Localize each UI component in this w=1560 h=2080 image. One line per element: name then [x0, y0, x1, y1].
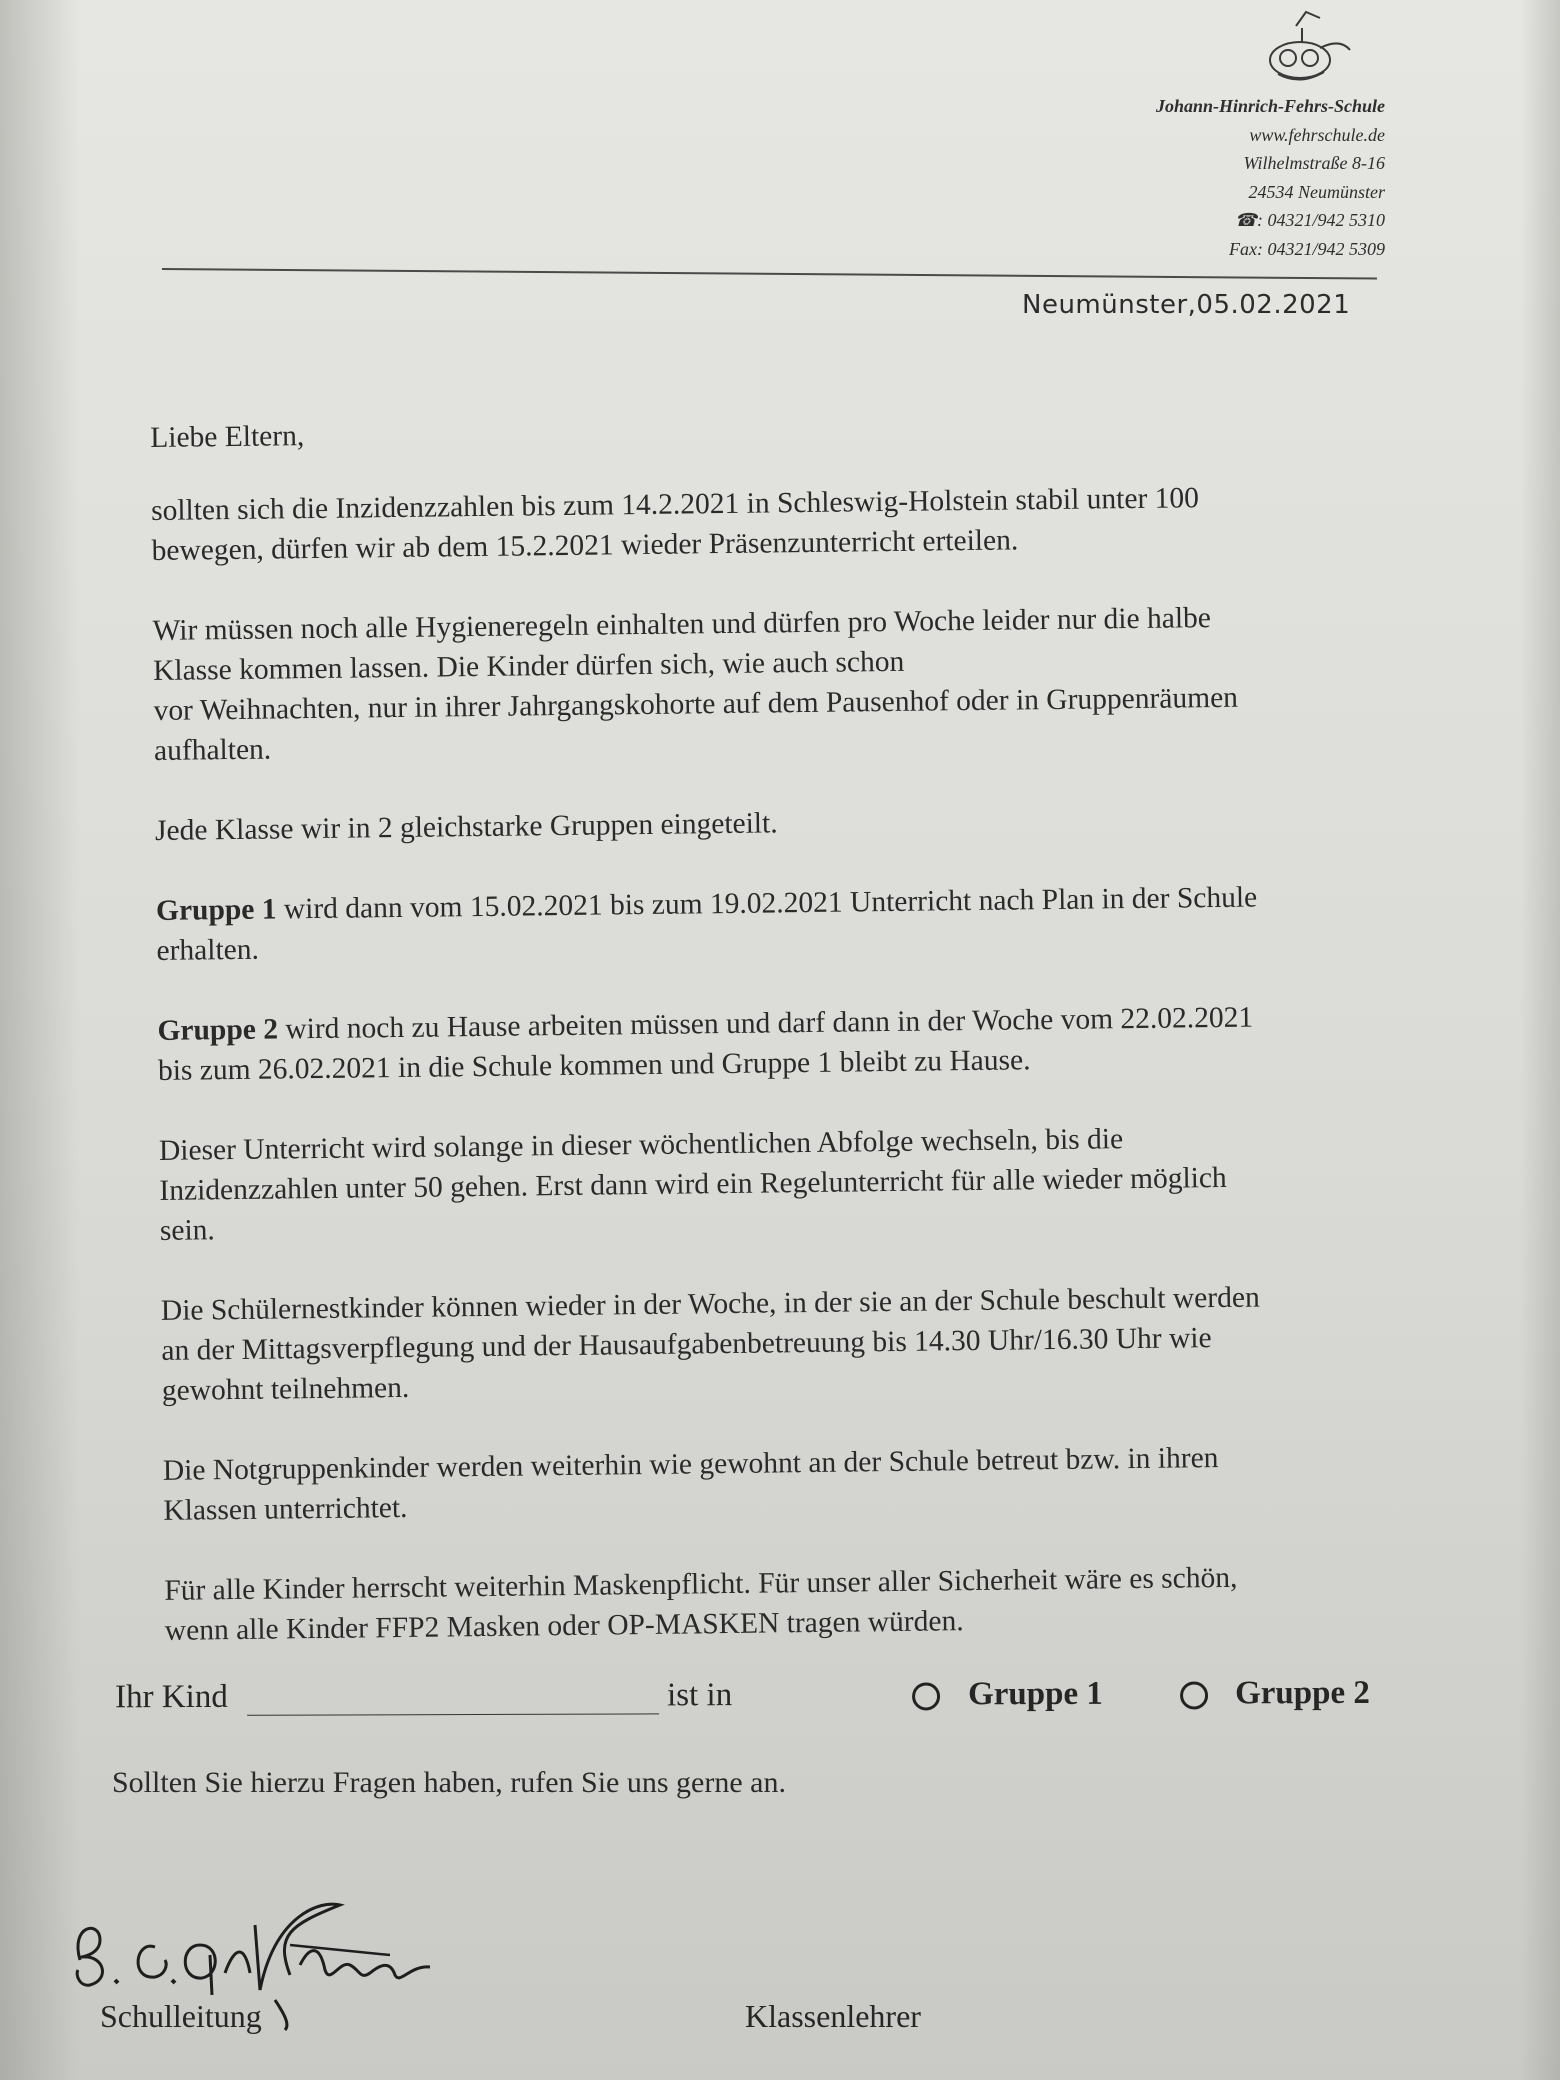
text-line: wenn alle Kinder FFP2 Masken oder OP-MASKEN tragen würden.	[164, 1605, 964, 1647]
text-line: vor Weihnachten, nur in ihrer Jahrgangskohorte auf dem Pausenhof oder in Gruppenräumen	[153, 681, 1239, 727]
paragraph-schuelernest	[161, 1275, 1462, 1411]
paragraph-masks	[164, 1555, 1465, 1651]
paragraph-incidence	[151, 475, 1452, 571]
signature-label-principal: Schulleitung	[100, 1998, 262, 2034]
text-line: Die Schülernestkinder können wieder in der Woche, in der sie an der Schule beschult werden	[160, 1281, 1260, 1327]
text-span: wird noch zu Hause arbeiten müssen und darf dann in der Woche vom 22.02.2021	[277, 1001, 1254, 1046]
text-line: aufhalten.	[153, 733, 272, 767]
school-fax: Fax: 04321/942 5309	[1229, 238, 1385, 259]
letterhead	[1025, 92, 1385, 263]
greeting: Liebe Eltern,	[150, 420, 305, 454]
text-line: gewohnt teilnehmen.	[161, 1371, 410, 1407]
page-shadow-right	[1520, 0, 1560, 2080]
text-line: sein.	[159, 1214, 216, 1247]
closing-sentence: Sollten Sie hierzu Fragen haben, rufen Sie uns gerne an.	[112, 1766, 786, 1799]
paragraph-groups	[155, 795, 1455, 851]
group-2-heading: Gruppe 2	[157, 1013, 279, 1047]
group-1-radio[interactable]	[912, 1682, 940, 1710]
group-1-heading: Gruppe 1	[155, 893, 277, 927]
text-line: Die Notgruppenkinder werden weiterhin wie gewohnt an der Schule betreut bzw. in ihren	[162, 1442, 1219, 1487]
letter-body	[150, 402, 1465, 1691]
text-line: bis zum 26.02.2021 in die Schule kommen und Gruppe 1 bleibt zu Hause.	[157, 1044, 1031, 1087]
text-line: bewegen, dürfen wir ab dem 15.2.2021 wieder Präsenzunterricht erteilen.	[151, 524, 1019, 567]
text-line: Inzidenzzahlen unter 50 gehen. Erst dann wird ein Regelunterricht für alle wieder möglich	[159, 1161, 1227, 1207]
paragraph-rotation	[159, 1115, 1460, 1251]
paragraph-hygiene	[152, 595, 1454, 771]
school-phone: ☎: 04321/942 5310	[1234, 210, 1385, 230]
text-line: Jede Klasse wir in 2 gleichstarke Gruppen eingeteilt.	[154, 807, 778, 847]
paragraph-group-2	[157, 995, 1458, 1091]
paragraph-notgruppe	[163, 1435, 1464, 1531]
group-2-option-label: Gruppe 2	[1234, 1674, 1370, 1712]
text-line: Klassen unterrichtet.	[163, 1491, 408, 1527]
school-city: 24534 Neumünster	[1248, 181, 1385, 202]
school-name: Johann-Hinrich-Fehrs-Schule	[1155, 96, 1385, 116]
paragraph-group-1	[156, 875, 1457, 971]
header-divider	[162, 268, 1377, 280]
signature-label-teacher: Klassenlehrer	[745, 1998, 921, 2034]
school-street: Wilhelmstraße 8-16	[1243, 153, 1385, 173]
text-line: Für alle Kinder herrscht weiterhin Maskenpflicht. Für unser aller Sicherheit wäre es schön,	[164, 1561, 1238, 1607]
group-1-option-label: Gruppe 1	[967, 1675, 1103, 1713]
text-span: wird dann vom 15.02.2021 bis zum 19.02.2021 Unterricht nach Plan in der Schule	[276, 881, 1258, 926]
text-line: an der Mittagsverpflegung und der Hausaufgabenbetreuung bis 14.30 Uhr/16.30 Uhr wie	[161, 1322, 1212, 1367]
school-logo	[1248, 8, 1358, 90]
text-line: sollten sich die Inzidenzzahlen bis zum 14.2.2021 in Schleswig-Holstein stabil unter 100	[150, 482, 1200, 527]
child-name-blank[interactable]	[247, 1713, 659, 1715]
text-line: Wir müssen noch alle Hygieneregeln einhalten und dürfen pro Woche leider nur die halbe	[152, 602, 1212, 647]
text-line: Dieser Unterricht wird solange in dieser wöchentlichen Abfolge wechseln, bis die	[158, 1123, 1124, 1167]
child-label: Ihr Kind	[115, 1678, 228, 1716]
page-shadow-left	[0, 0, 80, 2080]
is-in-label: ist in	[667, 1677, 733, 1714]
letter-date: Neumünster,05.02.2021	[1022, 290, 1351, 320]
text-line: Klasse kommen lassen. Die Kinder dürfen sich, wie auch schon	[152, 645, 905, 687]
text-line: erhalten.	[156, 933, 260, 967]
group-2-radio[interactable]	[1180, 1681, 1208, 1709]
school-website: www.fehrschule.de	[1249, 124, 1385, 145]
